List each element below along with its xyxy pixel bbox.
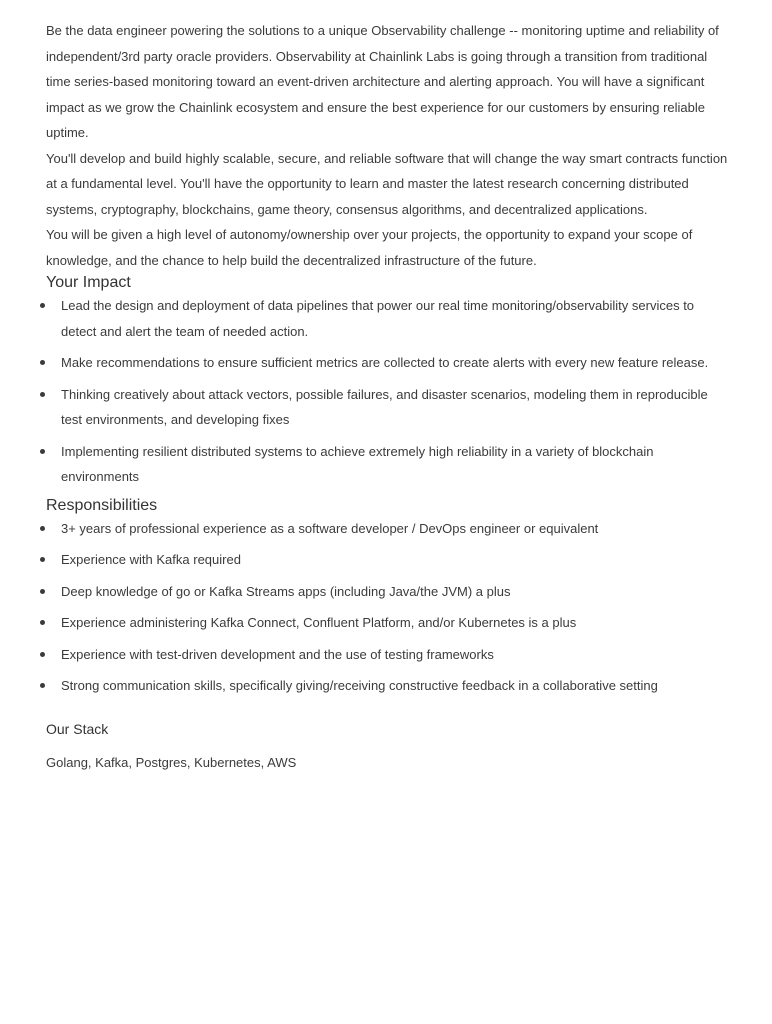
bullet-icon [40, 589, 45, 594]
bullet-icon [40, 449, 45, 454]
impact-list [46, 293, 732, 490]
bullet-icon [40, 303, 45, 308]
responsibility-item [46, 673, 732, 699]
responsibility-item [46, 579, 732, 605]
bullet-icon [40, 392, 45, 397]
impact-item-text: Thinking creatively about attack vectors, possible failures, and disaster scenarios, modeling them in reproducible test environments, and developing fixes [61, 386, 708, 427]
impact-heading: Your Impact [46, 274, 131, 291]
stack-text: Golang, Kafka, Postgres, Kubernetes, AWS [46, 754, 297, 770]
intro-paragraph-2: You'll develop and build highly scalable, secure, and reliable software that will change the way smart contracts function at a fundamental level. You'll have the opportunity to learn and master the latest research concerning distributed systems, cryptography, blockchains, game theory, consensus algorithms, and decentralized applications. [46, 150, 728, 217]
responsibilities-heading: Responsibilities [46, 496, 158, 514]
responsibility-item-text: Deep knowledge of go or Kafka Streams apps (including Java/the JVM) a plus [61, 583, 511, 599]
intro-paragraph-1: Be the data engineer powering the solutions to a unique Observability challenge -- monitoring uptime and reliability of independent/3rd party oracle providers. Observability at Chainlink Labs is going through a transition from traditional time series-based monitoring toward an event-driven architecture and alerting approach. You will have a significant impact as we grow the Chainlink ecosystem and ensure the best experience for our customers by ensuring reliable uptime. [46, 23, 719, 140]
responsibilities-list [46, 516, 732, 699]
bullet-icon [40, 360, 45, 365]
intro-paragraph-3: You will be given a high level of autonomy/ownership over your projects, the opportunity to expand your scope of knowledge, and the chance to help build the decentralized infrastructure of the future. [46, 227, 693, 268]
impact-item [46, 293, 732, 344]
responsibility-item-text: Experience with Kafka required [61, 552, 241, 567]
responsibility-item [46, 610, 732, 636]
responsibility-item [46, 642, 732, 668]
responsibility-item-text: Strong communication skills, specifically giving/receiving constructive feedback in a collaborative setting [61, 678, 658, 693]
impact-item [46, 382, 732, 433]
impact-item [46, 350, 732, 376]
impact-item-text: Implementing resilient distributed systems to achieve extremely high reliability in a variety of blockchain environments [61, 443, 654, 484]
impact-item-text: Make recommendations to ensure sufficient metrics are collected to create alerts with every new feature release. [61, 355, 709, 370]
responsibility-item-text: Experience administering Kafka Connect, Confluent Platform, and/or Kubernetes is a plus [61, 615, 577, 630]
impact-item [46, 439, 732, 490]
stack-heading: Our Stack [46, 720, 109, 737]
responsibility-item-text: Experience with test-driven development and the use of testing frameworks [61, 646, 494, 662]
responsibility-item [46, 547, 732, 573]
bullet-icon [40, 620, 45, 625]
responsibility-item-text: 3+ years of professional experience as a software developer / DevOps engineer or equivalent [61, 520, 599, 536]
impact-item-text: Lead the design and deployment of data pipelines that power our real time monitoring/observability services to detect and alert the team of needed action. [61, 298, 695, 339]
bullet-icon [40, 652, 45, 657]
bullet-icon [40, 526, 45, 531]
bullet-icon [40, 683, 45, 688]
responsibility-item [46, 516, 732, 542]
bullet-icon [40, 557, 45, 562]
